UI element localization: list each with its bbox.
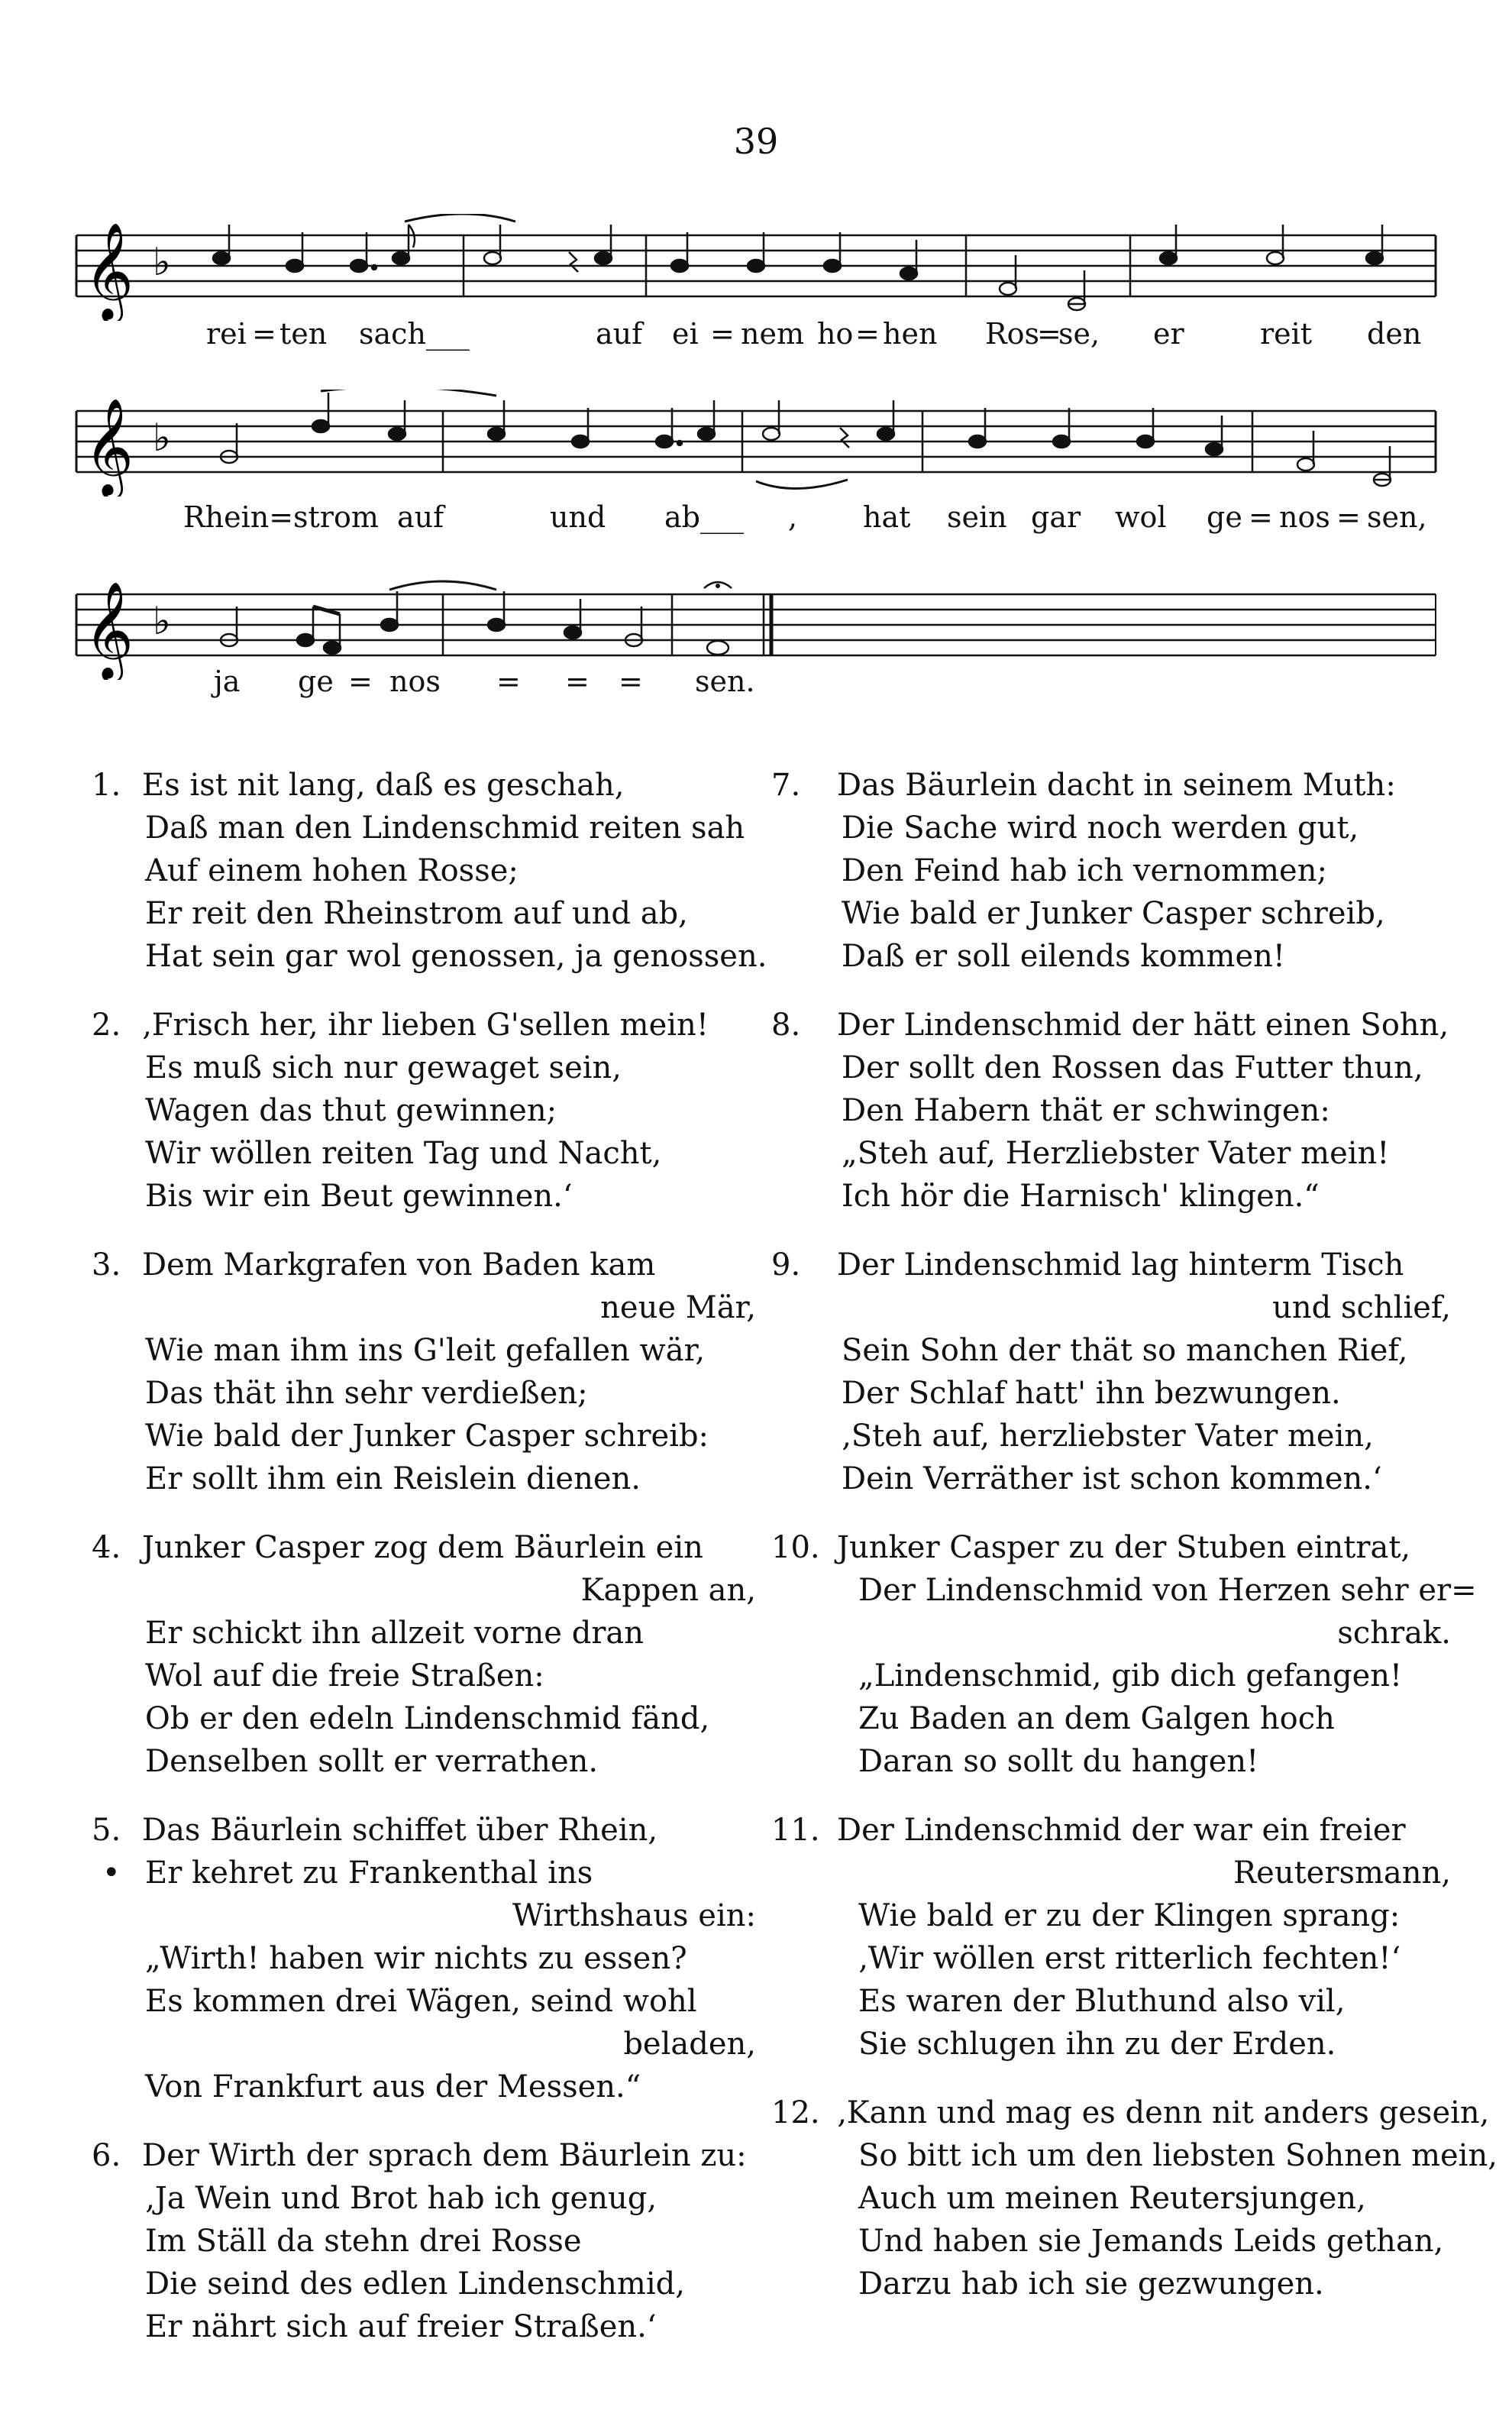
verse-7 [771,764,1459,978]
verse-line-continuation: Reutersmann, [1233,1855,1451,1891]
music-system-1 [69,214,1443,367]
verse-line: Im Ställ da stehn drei Rosse [145,2224,582,2259]
verse-line: Junker Casper zu der Stuben eintrat, [837,1530,1411,1565]
verse-line: ‚Ja Wein und Brot hab ich genug, [145,2181,657,2216]
verse-line: Es ist nit lang, daß es geschah, [142,768,625,803]
lyric-syllable: hat [863,500,911,534]
bullet-mark: • [102,1855,121,1891]
lyric-syllable: hen [883,317,938,351]
verse-line: Er reit den Rheinstrom auf und ab, [145,896,688,931]
verse-line: Daß man den Lindenschmid reiten sah [145,810,745,846]
verse-line: Die seind des edlen Lindenschmid, [145,2266,685,2302]
verse-line-continuation: Wirthshaus ein: [512,1898,756,1933]
verse-line: ‚Steh auf, herzliebster Vater mein, [842,1419,1374,1454]
verse-line: ‚Kann und mag es denn nit anders gesein, [837,2095,1490,2130]
flat-key-signature-icon: ♭ [153,599,171,643]
lyric-syllable: sen, [1367,500,1427,534]
flat-key-signature-icon: ♭ [153,240,171,284]
verse-line-continuation: neue Mär, [600,1290,756,1325]
lyric-syllable: , [788,500,798,534]
lyric-syllable: = [496,665,521,698]
lyric-syllable: nos [389,665,441,698]
staff-3 [69,573,1443,680]
lyric-syllable: = [1037,317,1061,351]
verse-line: Wie bald er zu der Klingen sprang: [858,1898,1401,1933]
verse-line: Wagen das thut gewinnen; [145,1093,557,1128]
verse-line: Wie man ihm ins G'leit gefallen wär, [145,1333,706,1368]
verse-line: Sie schlugen ihn zu der Erden. [858,2027,1336,2062]
treble-clef-icon: 𝄞 [84,397,134,495]
verse-line: Daß er soll eilends kommen! [842,939,1285,974]
lyric-syllable: = [855,317,880,351]
lyric-syllable: sen. [695,665,755,698]
verse-line: Und haben sie Jemands Leids gethan, [858,2224,1444,2259]
lyric-syllable: ge [1207,500,1242,534]
verse-1 [92,764,767,978]
lyric-syllable: ei [672,317,699,351]
verse-number: 10. [771,1530,820,1565]
lyric-syllable: auf [397,500,444,534]
verse-2 [92,1004,764,1218]
lyric-syllable: er [1153,317,1184,351]
verse-line: Er kehret zu Frankenthal ins [145,1855,593,1891]
lyric-syllable: rei [206,317,247,351]
verse-line: Ob er den edeln Lindenschmid fänd, [145,1701,710,1736]
lyric-syllable: ab___ [664,500,744,534]
verse-line: Ich hör die Harnisch' klingen.“ [842,1179,1320,1214]
lyric-syllable: = [252,317,276,351]
verse-line: Dein Verräther ist schon kommen.‘ [842,1461,1382,1496]
verse-line: Das thät ihn sehr verdießen; [145,1376,588,1411]
lyric-syllable: se, [1058,317,1100,351]
verse-line: Er sollt ihm ein Reislein dienen. [145,1461,641,1496]
verse-line: Denselben sollt er verrathen. [145,1744,599,1779]
verse-number: 3. [92,1247,121,1283]
verse-number: 12. [771,2095,820,2130]
lyric-syllable: = [348,665,373,698]
verse-number: 8. [771,1008,801,1043]
music-system-3 [69,573,1443,726]
verse-line: Von Frankfurt aus der Messen.“ [145,2069,641,2104]
verse-line: Daran so sollt du hangen! [858,1744,1259,1779]
lyric-syllable: = [710,317,735,351]
verse-line-continuation: Kappen an, [580,1573,756,1608]
lyric-syllable: nos [1279,500,1330,534]
verse-5 [92,1809,764,2108]
staff-1 [69,214,1443,321]
verse-line: „Lindenschmid, gib dich gefangen! [858,1658,1403,1694]
verse-line-continuation: schrak. [1337,1616,1451,1651]
lyric-syllable: = [1249,500,1273,534]
verse-number: 4. [92,1530,121,1565]
verse-number: 11. [771,1813,820,1848]
treble-clef-icon: 𝄞 [84,581,134,678]
verse-line: Sein Sohn der thät so manchen Rief, [842,1333,1408,1368]
verse-line-continuation: beladen, [623,2027,756,2062]
verse-3 [92,1244,764,1500]
lyric-syllable: sein [947,500,1007,534]
verse-column-left [92,764,767,2374]
verse-line: Auf einem hohen Rosse; [145,853,519,888]
verse-line: Die Sache wird noch werden gut, [842,810,1359,846]
music-system-2 [69,390,1443,542]
verse-number: 2. [92,1008,121,1043]
verse-number: 9. [771,1247,801,1283]
page-number: 39 [733,121,779,162]
verse-10 [771,1526,1477,1783]
verse-line: Er schickt ihn allzeit vorne dran [145,1616,645,1651]
lyric-syllable: den [1367,317,1422,351]
verse-line: Der Lindenschmid der hätt einen Sohn, [837,1008,1449,1043]
verse-line: Der Lindenschmid der war ein freier [837,1813,1406,1848]
verse-line: Das Bäurlein dacht in seinem Muth: [837,768,1396,803]
verse-line: Darzu hab ich sie gezwungen. [858,2266,1324,2302]
verse-line: „Steh auf, Herzliebster Vater mein! [842,1136,1390,1171]
verse-9 [771,1244,1459,1500]
lyric-syllable: sach___ [359,317,470,351]
verse-line: Es waren der Bluthund also vil, [858,1984,1346,2019]
verse-number: 1. [92,768,121,803]
flat-key-signature-icon: ♭ [153,416,171,460]
verse-4 [92,1526,764,1783]
verse-line: Der Lindenschmid von Herzen sehr er= [858,1573,1477,1608]
verse-line: Dem Markgrafen von Baden kam [142,1247,656,1283]
lyric-syllable: nem [741,317,804,351]
verse-line: Den Habern thät er schwingen: [842,1093,1330,1128]
verse-line: Es muß sich nur gewaget sein, [145,1050,622,1085]
verse-line: Der Lindenschmid lag hinterm Tisch [837,1247,1404,1283]
verse-line: Das Bäurlein schiffet über Rhein, [142,1813,658,1848]
verse-line-continuation: und schlief, [1272,1290,1451,1325]
lyric-syllable: ten [279,317,328,351]
verse-number: 5. [92,1813,121,1848]
lyric-syllable: Ros [985,317,1039,351]
verse-line: Den Feind hab ich vernommen; [842,853,1327,888]
verse-line: Wol auf die freie Straßen: [145,1658,544,1694]
verse-8 [771,1004,1459,1218]
verse-line: Der sollt den Rossen das Futter thun, [842,1050,1423,1085]
verse-11 [771,1809,1459,2066]
verse-line: Der Schlaf hatt' ihn bezwungen. [842,1376,1341,1411]
verse-column-right [771,764,1497,2331]
lyric-syllable: gar [1031,500,1081,534]
lyric-syllable: ge [298,665,334,698]
verse-line: ‚Wir wöllen erst ritterlich fechten!‘ [858,1941,1401,1976]
verse-line: Wie bald er Junker Casper schreib, [842,896,1385,931]
lyric-syllable: auf [596,317,643,351]
verse-line: So bitt ich um den liebsten Sohnen mein, [858,2138,1497,2173]
lyric-syllable: wol [1115,500,1167,534]
staff-2 [69,390,1443,497]
verse-line: Zu Baden an dem Galgen hoch [858,1701,1335,1736]
verse-line: Der Wirth der sprach dem Bäurlein zu: [142,2138,747,2173]
verse-number: 6. [92,2138,121,2173]
verse-line: Wir wöllen reiten Tag und Nacht, [145,1136,662,1171]
verse-number: 7. [771,768,801,803]
verse-12 [771,2091,1497,2305]
verse-line: Es kommen drei Wägen, seind wohl [145,1984,697,2019]
verse-line: Bis wir ein Beut gewinnen.‘ [145,1179,573,1214]
treble-clef-icon: 𝄞 [84,222,134,319]
lyric-syllable: Rhein=strom [183,500,379,534]
lyric-syllable: ja [214,665,241,698]
lyric-syllable: = [619,665,643,698]
lyric-syllable: ho [817,317,854,351]
verse-line: Wie bald der Junker Casper schreib: [145,1419,709,1454]
verse-line: „Wirth! haben wir nichts zu essen? [145,1941,687,1976]
lyric-syllable: und [550,500,606,534]
lyric-syllable: = [565,665,590,698]
lyric-syllable: reit [1260,317,1313,351]
verse-line: Junker Casper zog dem Bäurlein ein [142,1530,703,1565]
verse-line: ‚Frisch her, ihr lieben G'sellen mein! [142,1008,709,1043]
lyric-syllable: = [1336,500,1361,534]
verse-line: Auch um meinen Reutersjungen, [858,2181,1366,2216]
verse-line: Hat sein gar wol genossen, ja genossen. [145,939,767,974]
verse-6 [92,2134,764,2348]
verse-line: Er nährt sich auf freier Straßen.‘ [145,2309,657,2344]
